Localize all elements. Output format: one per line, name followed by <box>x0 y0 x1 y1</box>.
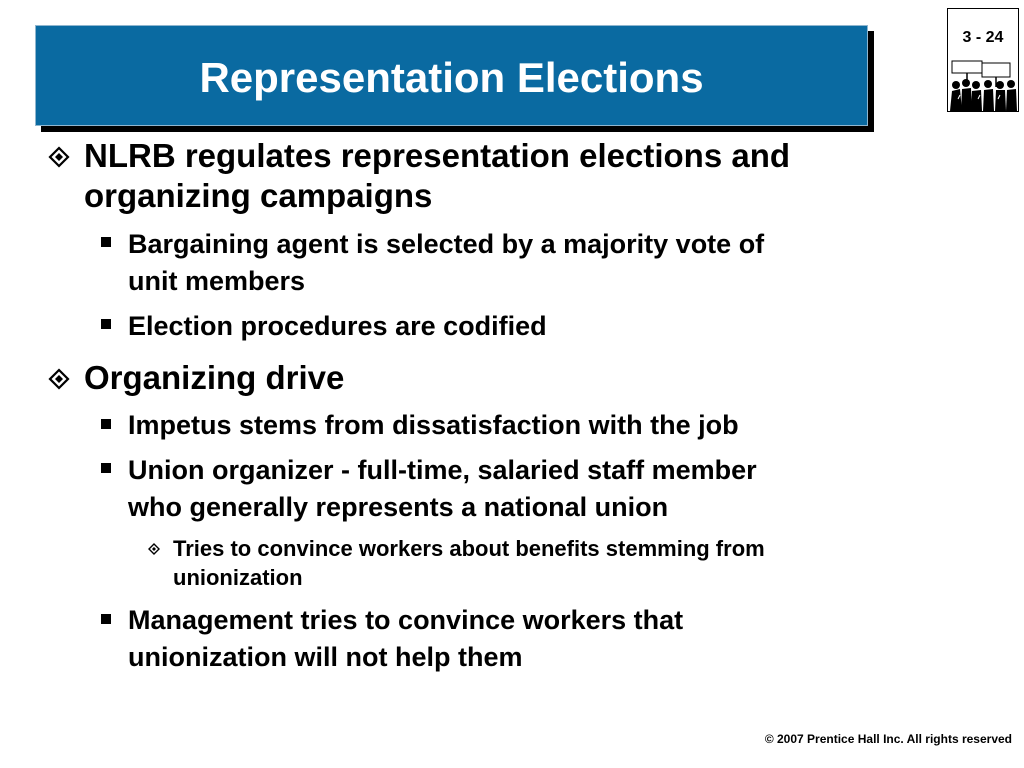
bullet-l2-union-organizer: Union organizer - full-time, salaried staff member who generally represents a national union <box>128 455 757 522</box>
square-bullet-icon <box>101 319 111 329</box>
square-bullet-icon <box>101 463 111 473</box>
bullet-l2-election-procedures: Election procedures are codified <box>128 311 547 341</box>
hollow-diamond-icon <box>148 543 160 555</box>
square-bullet-icon <box>101 419 111 429</box>
square-bullet-icon <box>101 237 111 247</box>
bullet-l2-management: Management tries to convince workers that unionization will not help them <box>128 605 684 672</box>
slide-title: Representation Elections <box>199 53 704 101</box>
bullet-l3-tries-to-convince: Tries to convince workers about benefits stemming from unionization <box>173 536 765 590</box>
bullet-l2-bargaining-agent: Bargaining agent is selected by a majority vote of unit members <box>128 229 765 296</box>
bullet-l2-impetus: Impetus stems from dissatisfaction with the job <box>128 410 739 440</box>
hollow-diamond-icon <box>48 146 70 168</box>
page-number: 3 - 24 <box>962 29 1004 46</box>
bullet-l1-organizing-drive: Organizing drive <box>84 359 345 396</box>
bullet-l1-nlrb: NLRB regulates representation elections and organizing campaigns <box>84 137 791 214</box>
square-bullet-icon <box>101 614 111 624</box>
copyright-notice: © 2007 Prentice Hall Inc. All rights reserved <box>764 732 1012 746</box>
hollow-diamond-icon <box>48 368 70 390</box>
